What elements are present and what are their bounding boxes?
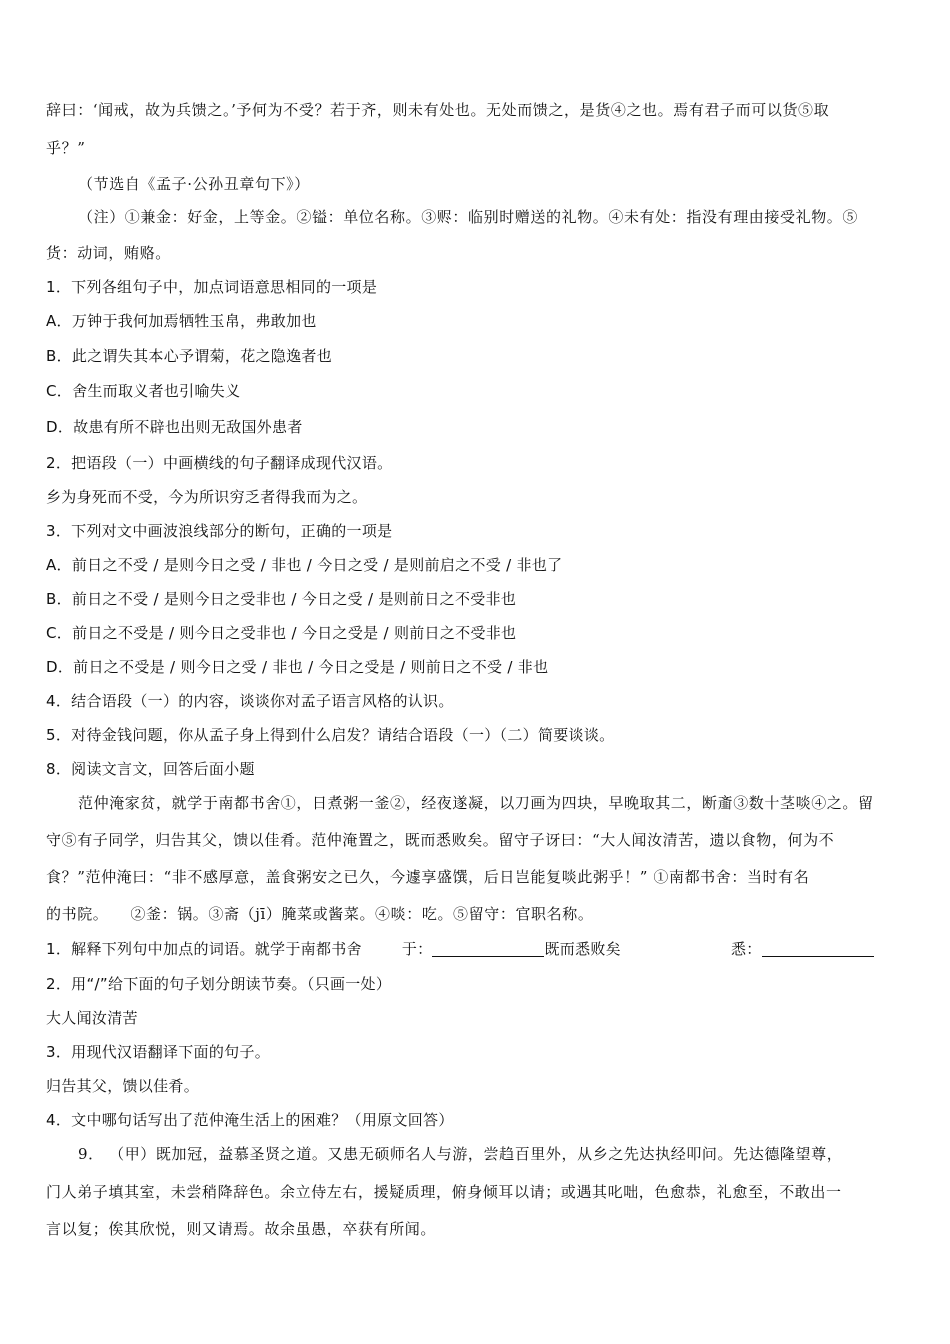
question4-stem: 4．结合语段（一）的内容，谈谈你对孟子语言风格的认识。: [46, 692, 454, 710]
question5-stem: 5．对待金钱问题，你从孟子身上得到什么启发？请结合语段（一）（二）简要谈谈。: [46, 726, 615, 744]
section8-notes: ②釜：锅。③斋（jī）腌菜或酱菜。④啖：吃。⑤留守：官职名称。: [130, 905, 594, 923]
section8-question4: 4．文中哪句话写出了范仲淹生活上的困难？（用原文回答）: [46, 1111, 454, 1129]
section8-heading: 8．阅读文言文，回答后面小题: [46, 760, 255, 778]
answer-blank-xi[interactable]: [762, 941, 874, 957]
question3-option-b: B．前日之不受 / 是则今日之受非也 / 今日之受 / 是则前日之不受非也: [46, 590, 517, 608]
question1-stem: 1．下列各组句子中，加点词语意思相同的一项是: [46, 278, 378, 296]
section8-passage-line3: 食？”范仲淹曰：“非不感厚意，盖食粥安之已久，今遽享盛馔，后日岂能复啖此粥乎！” ①南都书舍：当时有名: [46, 868, 810, 886]
question2-stem: 2．把语段（一）中画横线的句子翻译成现代汉语。: [46, 454, 393, 472]
question1-option-a: A．万钟于我何加焉牺牲玉帛，弗敢加也: [46, 312, 317, 330]
section8-q1-sentence2: 既而悉败矣: [544, 940, 621, 958]
question2-sentence: 乡为身死而不受，今为所识穷乏者得我而为之。: [46, 488, 368, 506]
section8-q1-stem: 1．解释下列句中加点的词语。就学于南都书舍: [46, 940, 362, 958]
question3-option-c: C．前日之不受是 / 则今日之受非也 / 今日之受是 / 则前日之不受非也: [46, 624, 517, 642]
section8-note-start: 的书院。: [46, 905, 109, 923]
section8-question2: 2．用“/”给下面的句子划分朗读节奏。（只画一处）: [46, 975, 392, 993]
section8-passage-line4: [46, 904, 906, 924]
section8-passage-line1: 范仲淹家贫，就学于南都书舍①，日煮粥一釜②，经夜遂凝，以刀画为四块，早晚取其二，断齑③数十茎啖④之。留: [78, 794, 874, 812]
section8-question1: [46, 939, 906, 959]
section9-line2: 门人弟子填其室，未尝稍降辞色。余立侍左右，援疑质理，俯身倾耳以请；或遇其叱咄，色愈恭，礼愈至，不敢出一: [46, 1183, 842, 1201]
passage1-source: （节选自《孟子·公孙丑章句下》）: [78, 175, 310, 193]
passage1-line2: 乎？”: [46, 139, 86, 157]
section8-passage-line2: 守⑤有子同学，归告其父，馈以佳肴。范仲淹置之，既而悉败矣。留守子讶曰：“大人闻汝清苦，遗以食物，何为不: [46, 831, 835, 849]
question3-stem: 3．下列对文中画波浪线部分的断句，正确的一项是: [46, 522, 393, 540]
section9-line1: 9． （甲）既加冠，益慕圣贤之道。又患无硕师名人与游，尝趋百里外，从乡之先达执经叩问。先达德隆望尊，: [78, 1145, 843, 1163]
section8-question2-sentence: 大人闻汝清苦: [46, 1009, 138, 1027]
section8-q1-label-xi: 悉：: [730, 940, 762, 958]
question1-option-c: C．舍生而取义者也引喻失义: [46, 382, 241, 400]
answer-blank-yu[interactable]: [432, 941, 544, 957]
section8-q1-label-yu: 于：: [401, 940, 433, 958]
passage1-line1: 辞曰：‘闻戒，故为兵馈之。’予何为不受？若于齐，则未有处也。无处而馈之，是货④之也。焉有君子而可以货⑤取: [46, 101, 830, 119]
question3-option-a: A．前日之不受 / 是则今日之受 / 非也 / 今日之受 / 是则前启之不受 / 非也了: [46, 556, 563, 574]
section8-question3-sentence: 归告其父，馈以佳肴。: [46, 1077, 200, 1095]
question1-option-d: D．故患有所不辟也出则无敌国外患者: [46, 418, 303, 436]
section9-line3: 言以复；俟其欣悦，则又请焉。故余虽愚，卒获有所闻。: [46, 1220, 437, 1238]
question3-option-d: D．前日之不受是 / 则今日之受 / 非也 / 今日之受是 / 则前日之不受 / 非也: [46, 658, 549, 676]
section8-question3: 3．用现代汉语翻译下面的句子。: [46, 1043, 271, 1061]
passage1-note-line1: （注）①兼金：好金，上等金。②镒：单位名称。③赆：临别时赠送的礼物。④未有处：指没有理由接受礼物。⑤: [78, 208, 859, 226]
question1-option-b: B．此之谓失其本心予谓菊，花之隐逸者也: [46, 347, 332, 365]
passage1-note-line2: 货：动词，贿赂。: [46, 244, 171, 262]
